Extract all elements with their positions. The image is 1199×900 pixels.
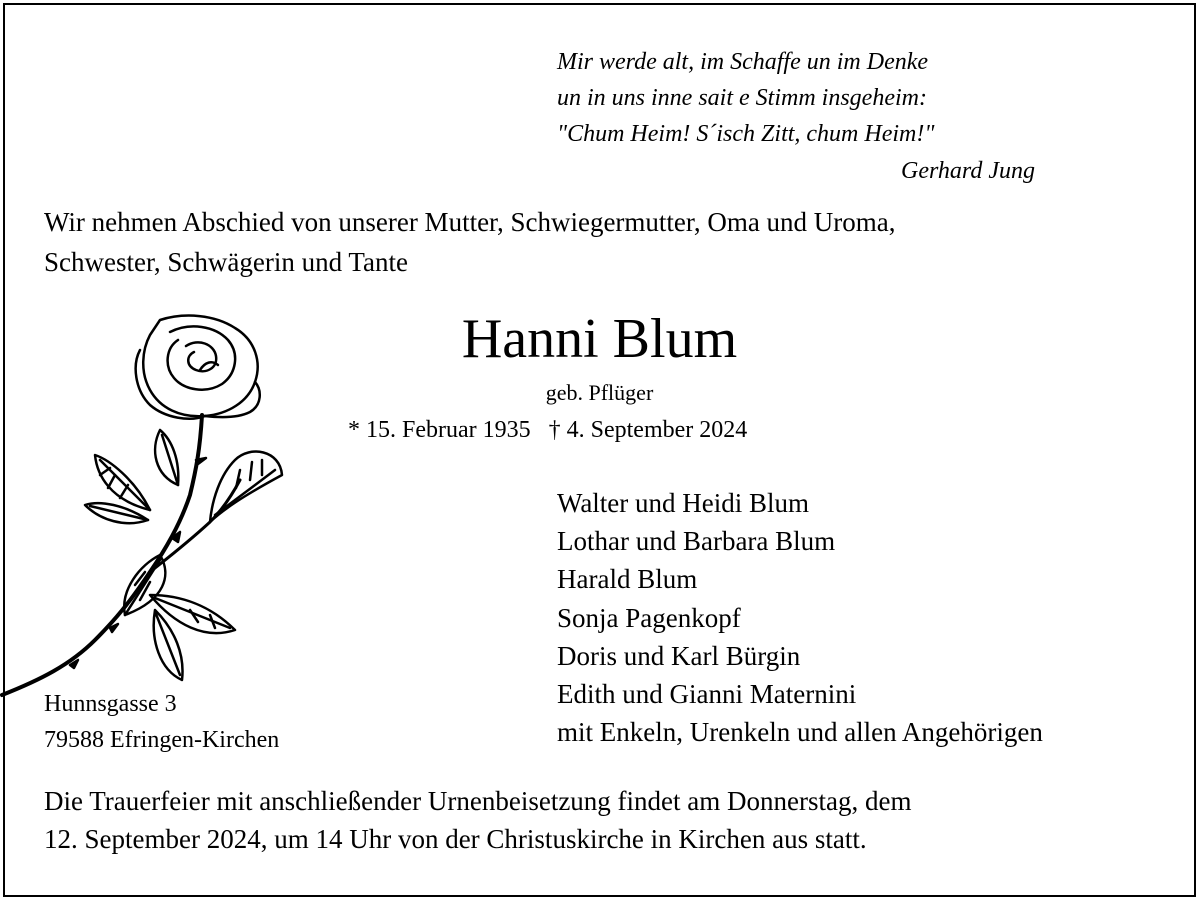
funeral-notice [44,782,911,858]
maiden-name: geb. Pflüger [545,380,654,405]
poem-line: "Chum Heim! S´isch Zitt, chum Heim!" [557,121,935,147]
address-city: 79588 Efringen-Kirchen [44,727,280,753]
mourner-entry: Sonja Pagenkopf [557,602,741,633]
notice-line: Die Trauerfeier mit anschließender Urnenbeisetzung findet am Donnerstag, dem [44,786,912,816]
mourners-list [557,484,1043,751]
address-street: Hunnsgasse 3 [44,691,177,717]
life-dates [348,413,747,447]
death-date: † 4. September 2024 [548,417,748,443]
mourner-entry: Lothar und Barbara Blum [557,526,836,557]
mourner-entry: Doris und Karl Bürgin [557,640,801,671]
intro-line: Wir nehmen Abschied von unserer Mutter, Schwiegermutter, Oma und Uroma, [44,207,896,237]
mourner-entry: Harald Blum [557,564,698,595]
poem-line: Mir werde alt, im Schaffe un im Denke [557,49,929,75]
poem-author: Gerhard Jung [901,158,1035,184]
deceased-name: Hanni Blum [461,308,738,370]
notice-line: 12. September 2024, um 14 Uhr von der Christuskirche in Kirchen aus statt. [44,824,867,854]
mourner-entry: mit Enkeln, Urenkeln und allen Angehörigen [557,717,1043,748]
birth-date: * 15. Februar 1935 [348,417,531,443]
intro-line: Schwester, Schwägerin und Tante [44,247,408,277]
mourner-entry: Edith und Gianni Maternini [557,679,857,710]
mourner-entry: Walter und Heidi Blum [557,488,810,518]
poem-block [557,44,1035,189]
address-block [44,686,279,758]
poem-line: un in uns inne sait e Stimm insgeheim: [557,85,927,111]
farewell-intro [44,202,896,282]
